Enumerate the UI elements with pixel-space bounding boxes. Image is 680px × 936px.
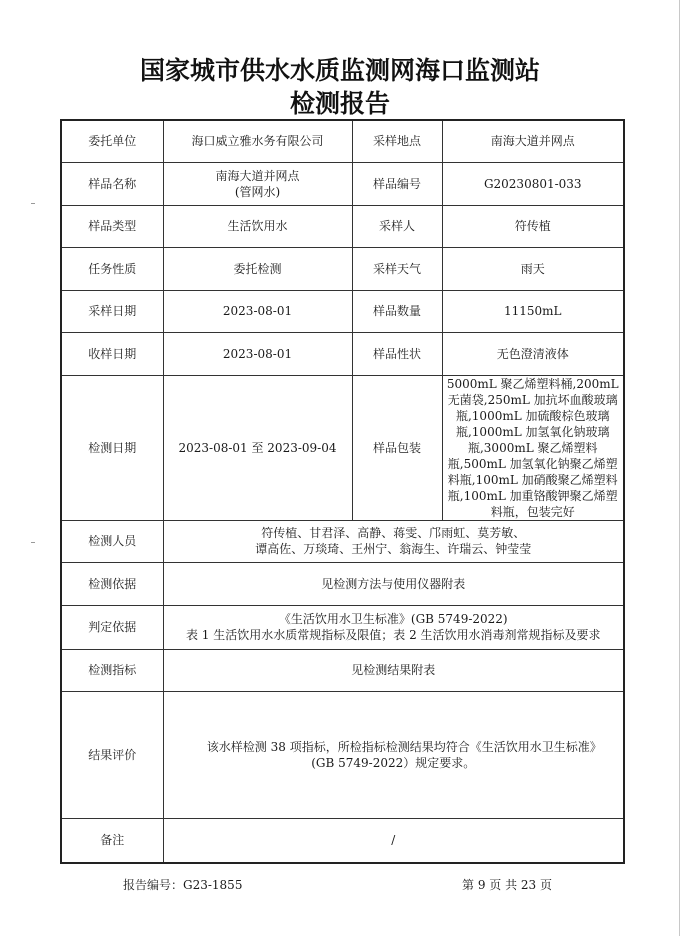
evaluation-value xyxy=(163,691,624,818)
receive-date-label: 收样日期 xyxy=(61,332,163,375)
sampler-value: 符传植 xyxy=(442,205,624,247)
judgement-line1: 《生活饮用水卫生标准》(GB 5749-2022) xyxy=(278,612,508,626)
evaluation-line2: (GB 5749-2022）规定要求。 xyxy=(311,755,476,770)
table-row xyxy=(61,120,624,162)
sampler-label: 采样人 xyxy=(352,205,442,247)
sample-no-value: G20230801-033 xyxy=(442,162,624,205)
package-value: 5000mL 聚乙烯塑料桶,200mL 无菌袋,250mL 加抗坏血酸玻璃瓶,1000mL 加硫酸棕色玻璃瓶,1000mL 加氢氧化钠玻璃瓶,3000mL 聚乙烯塑料瓶,500mL 加氢氧化钠聚乙烯塑料瓶,100mL 加硝酸聚乙烯塑料瓶,100mL 加重铬酸钾聚乙烯塑料瓶，包装完好 xyxy=(442,375,624,520)
table-row xyxy=(61,605,624,649)
package-label: 样品包装 xyxy=(352,375,442,520)
client-value: 海口威立雅水务有限公司 xyxy=(163,120,352,162)
table-row xyxy=(61,162,624,205)
weather-value: 雨天 xyxy=(442,247,624,290)
quantity-label: 样品数量 xyxy=(352,290,442,332)
table-row xyxy=(61,520,624,562)
basis-value: 见检测方法与使用仪器附表 xyxy=(163,562,624,605)
task-label: 任务性质 xyxy=(61,247,163,290)
table-row xyxy=(61,649,624,691)
table-row xyxy=(61,375,624,520)
margin-mark xyxy=(31,542,35,543)
appearance-value: 无色澄清液体 xyxy=(442,332,624,375)
sample-type-value: 生活饮用水 xyxy=(163,205,352,247)
report-title: 国家城市供水水质监测网海口监测站 xyxy=(139,56,540,85)
table-row xyxy=(61,290,624,332)
judgement-label: 判定依据 xyxy=(61,605,163,649)
weather-label: 采样天气 xyxy=(352,247,442,290)
remark-label: 备注 xyxy=(61,818,163,863)
site-value: 南海大道并网点 xyxy=(442,120,624,162)
indicator-label: 检测指标 xyxy=(61,649,163,691)
table-row xyxy=(61,247,624,290)
table-row xyxy=(61,205,624,247)
evaluation-label: 结果评价 xyxy=(61,691,163,818)
personnel-label: 检测人员 xyxy=(61,520,163,562)
table-row xyxy=(61,562,624,605)
sample-no-label: 样品编号 xyxy=(352,162,442,205)
sample-name-line1: 南海大道并网点 xyxy=(215,168,300,183)
sampling-date-value: 2023-08-01 xyxy=(163,290,352,332)
site-label: 采样地点 xyxy=(352,120,442,162)
receive-date-value: 2023-08-01 xyxy=(163,332,352,375)
table-row xyxy=(61,332,624,375)
report-table xyxy=(60,119,625,864)
sample-name-label: 样品名称 xyxy=(61,162,163,205)
remark-value: / xyxy=(163,818,624,863)
task-value: 委托检测 xyxy=(163,247,352,290)
client-label: 委托单位 xyxy=(61,120,163,162)
report-subtitle: 检测报告 xyxy=(289,89,390,118)
basis-label: 检测依据 xyxy=(61,562,163,605)
personnel-line2: 谭高佐、万琰琦、王州宁、翁海生、许瑞云、钟莹莹 xyxy=(255,542,532,556)
appearance-label: 样品性状 xyxy=(352,332,442,375)
table-row xyxy=(61,818,624,863)
judgement-value xyxy=(163,605,624,649)
sampling-date-label: 采样日期 xyxy=(61,290,163,332)
report-number: 报告编号：G23-1855 xyxy=(123,878,243,892)
quantity-value: 11150mL xyxy=(442,290,624,332)
table-row xyxy=(61,691,624,818)
margin-mark xyxy=(31,203,35,204)
personnel-line1: 符传植、甘君泽、高静、蒋雯、邝雨虹、莫芳敏、 xyxy=(261,526,526,540)
judgement-line2: 表 1 生活饮用水水质常规指标及限值；表 2 生活饮用水消毒剂常规指标及要求 xyxy=(185,628,601,642)
personnel-value xyxy=(163,520,624,562)
page-number: 第 9 页 共 23 页 xyxy=(462,878,552,892)
sample-name-line2: (管网水) xyxy=(234,184,281,199)
test-date-value: 2023-08-01 至 2023-09-04 xyxy=(163,375,352,520)
evaluation-line1: 该水样检测 38 项指标，所检指标检测结果均符合《生活饮用水卫生标准》 xyxy=(206,739,602,754)
sample-type-label: 样品类型 xyxy=(61,205,163,247)
sample-name-value xyxy=(163,162,352,205)
test-date-label: 检测日期 xyxy=(61,375,163,520)
indicator-value: 见检测结果附表 xyxy=(163,649,624,691)
